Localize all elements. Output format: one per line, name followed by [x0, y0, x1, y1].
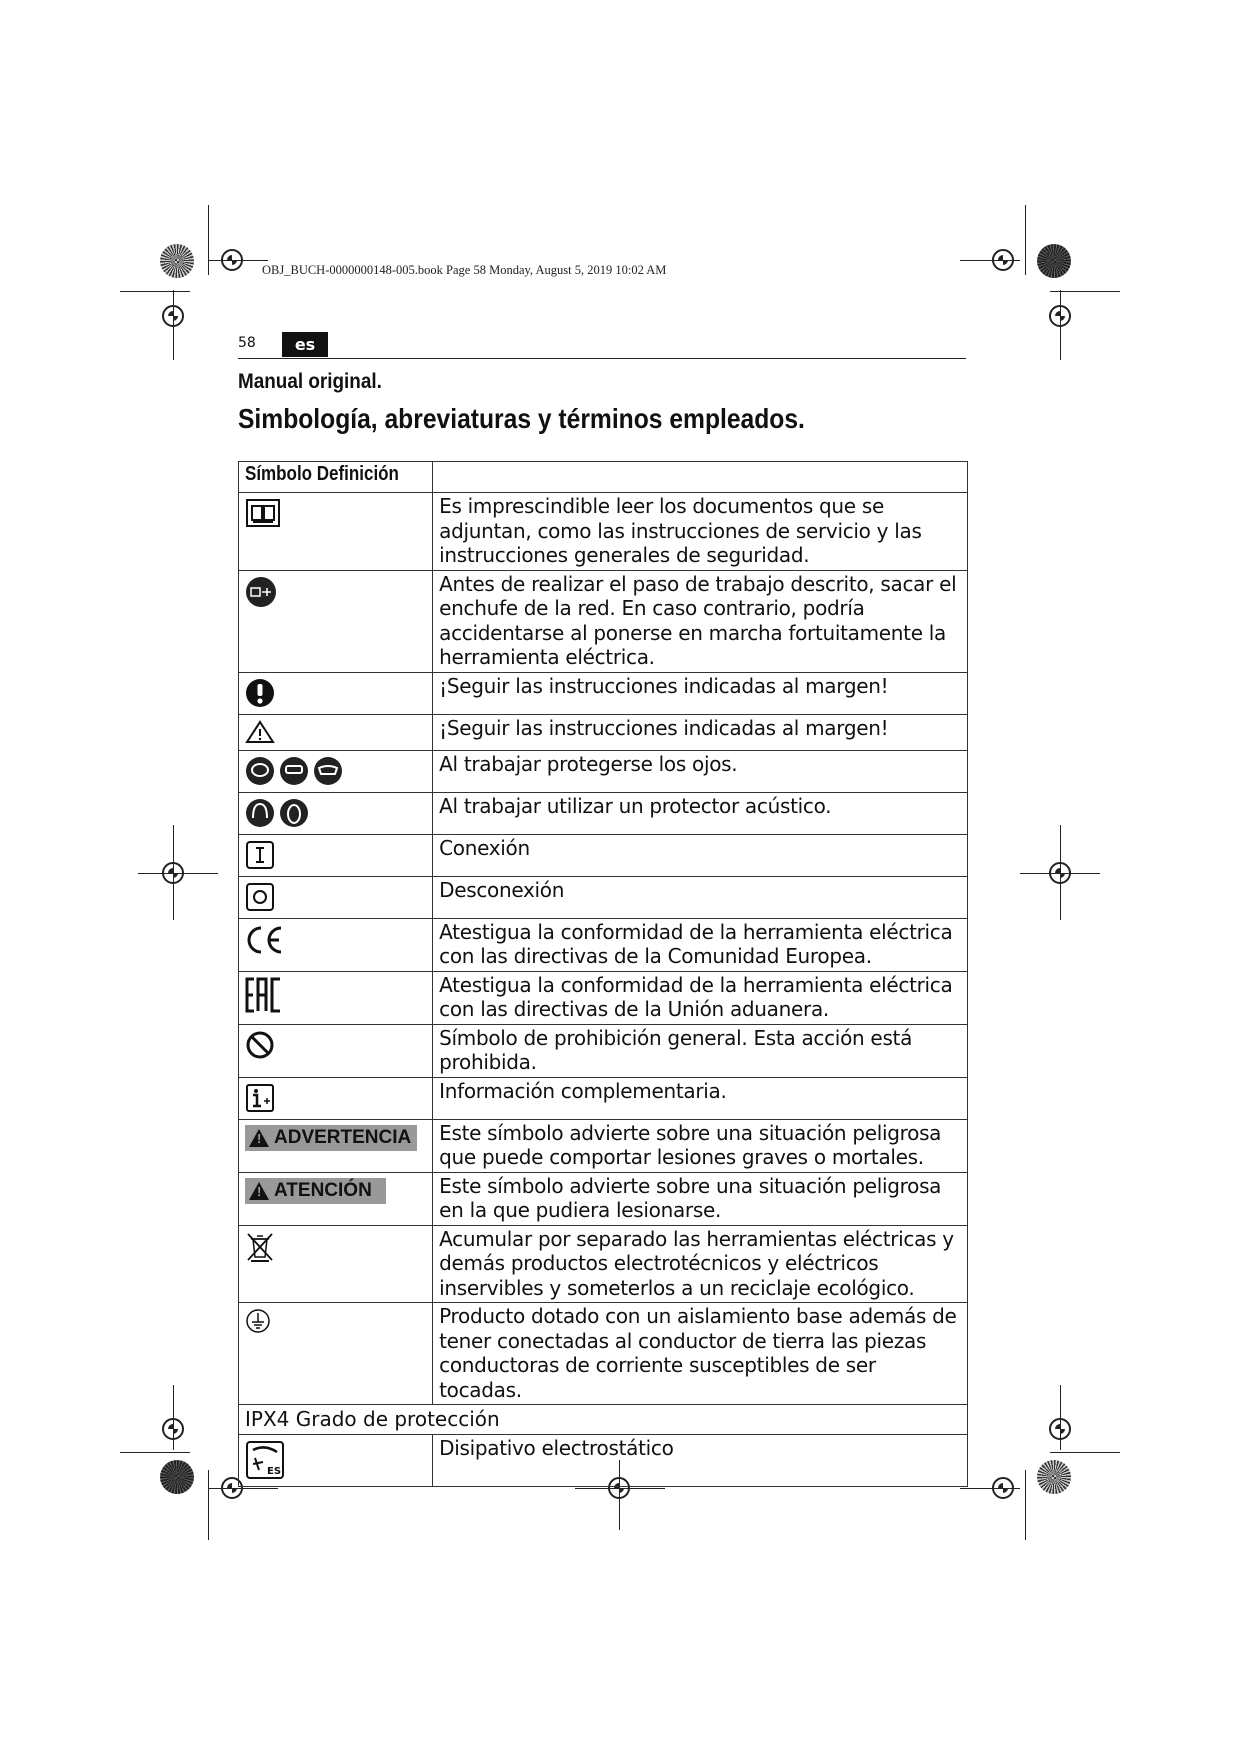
ear-protection-icons: [245, 798, 311, 828]
print-slug: OBJ_BUCH-0000000148-005.book Page 58 Monday, August 5, 2019 10:02 AM: [262, 263, 667, 277]
read-manual-icon: [245, 498, 281, 528]
warning-triangle-icon: [249, 1182, 269, 1200]
eye-protection-icons: [245, 756, 345, 786]
svg-text:ES: ES: [267, 1466, 282, 1477]
advertencia-badge: ! ADVERTENCIA: [245, 1125, 417, 1151]
electrostatic-dissipative-icon: [245, 1440, 285, 1480]
table-row: ! ADVERTENCIA Este símbolo advierte sobre una situación peligrosa que puede comportar lesiones graves o mortales.: [239, 1119, 968, 1172]
color-rosette-icon: [160, 244, 194, 278]
info-plus-icon: [245, 1083, 275, 1113]
table-row: Es imprescindible leer los documentos que se adjuntan, como las instrucciones de servicio y las instrucciones generales de seguridad.: [239, 493, 968, 571]
color-rosette-icon: [1037, 244, 1071, 278]
color-rosette-icon: [1037, 1460, 1071, 1494]
prohibition-icon: [245, 1030, 275, 1060]
language-tab: es: [282, 332, 328, 357]
eac-mark-icon: [245, 977, 285, 1013]
section-kicker: Manual original.: [238, 370, 382, 393]
power-off-icon: [245, 882, 275, 912]
table-row: Información complementaria.: [239, 1077, 968, 1119]
weee-bin-icon: [245, 1231, 275, 1263]
table-row: Atestigua la conformidad de la herramienta eléctrica con las directivas de la Comunidad Europea.: [239, 918, 968, 971]
table-row: Antes de realizar el paso de trabajo descrito, sacar el enchufe de la red. En caso contrario, podría accidentarse al ponerse en marcha fortuitamente la herramienta eléctrica.: [239, 570, 968, 672]
warning-triangle-icon: [245, 720, 275, 744]
table-row: ¡Seguir las instrucciones indicadas al margen!: [239, 714, 968, 750]
table-row: ! ATENCIÓN Este símbolo advierte sobre una situación peligrosa en la que pudiera lesionarse.: [239, 1172, 968, 1225]
symbols-table: [238, 461, 968, 1487]
ce-mark-icon: [245, 924, 285, 956]
table-header-row: [239, 462, 968, 493]
mandatory-exclamation-icon: [245, 678, 275, 708]
page-title: Simbología, abreviaturas y términos empleados.: [238, 403, 805, 434]
table-row: Símbolo de prohibición general. Esta acción está prohibida.: [239, 1024, 968, 1077]
table-row: Desconexión: [239, 876, 968, 918]
unplug-icon: [245, 576, 277, 608]
table-row: ¡Seguir las instrucciones indicadas al margen!: [239, 672, 968, 714]
page-number: 58: [238, 335, 256, 351]
table-row: Conexión: [239, 834, 968, 876]
table-row: Al trabajar utilizar un protector acústico.: [239, 792, 968, 834]
atencion-badge: ! ATENCIÓN: [245, 1178, 386, 1204]
table-row-ip: IPX4 Grado de protección: [239, 1405, 968, 1435]
power-on-icon: [245, 840, 275, 870]
color-rosette-icon: [160, 1460, 194, 1494]
table-row: Atestigua la conformidad de la herramienta eléctrica con las directivas de la Unión aduanera.: [239, 971, 968, 1024]
table-header: Símbolo Definición: [245, 463, 399, 485]
warning-triangle-icon: [249, 1129, 269, 1147]
protective-earth-icon: [245, 1308, 271, 1334]
table-row: ES Disipativo electrostático: [239, 1435, 968, 1487]
header-rule: [238, 358, 966, 359]
table-row: Acumular por separado las herramientas eléctricas y demás productos electrotécnicos y eléctricos inservibles y someterlos a un reciclaje ecológico.: [239, 1225, 968, 1303]
table-row: Al trabajar protegerse los ojos.: [239, 750, 968, 792]
table-row: Producto dotado con un aislamiento base además de tener conectadas al conductor de tierra las piezas conductoras de corriente susceptibles de ser tocadas.: [239, 1303, 968, 1405]
